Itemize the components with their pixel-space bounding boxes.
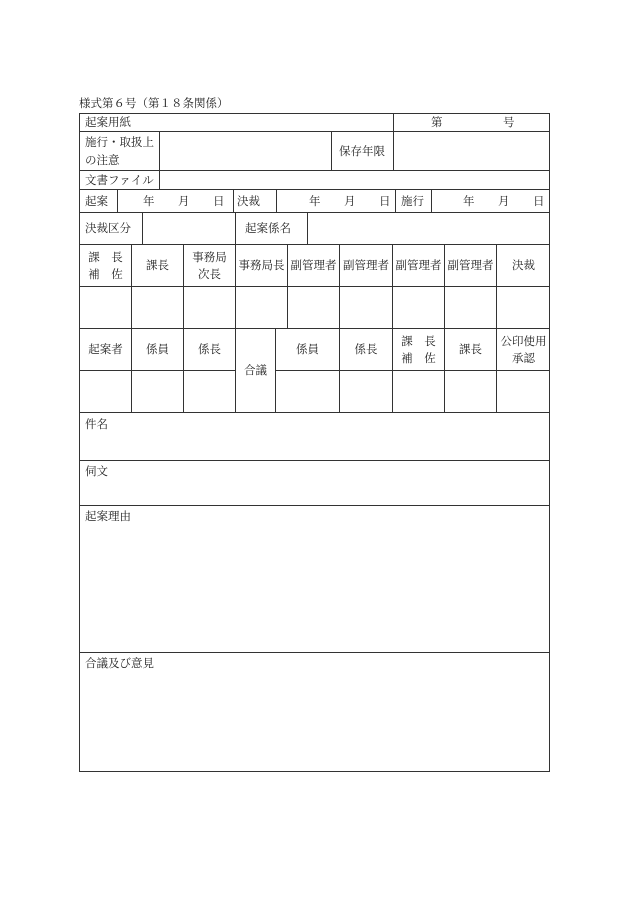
drafter-kakari-in: 係員 xyxy=(146,342,169,356)
gougi-kakari-cho: 係長 xyxy=(354,342,378,356)
drafter-kianja: 起案者 xyxy=(88,342,123,356)
section-ukagaibun: 伺文 xyxy=(85,464,108,478)
form-title: 様式第６号（第１８条関係） xyxy=(79,96,229,110)
draft-month: 月 xyxy=(178,194,190,208)
gougi-kacho-hosa: 課 長 補 佐 xyxy=(401,333,436,365)
category-label: 決裁区分 xyxy=(85,221,131,235)
approval-year: 年 xyxy=(309,194,321,208)
approver-kessai: 決裁 xyxy=(512,258,535,272)
draft-year: 年 xyxy=(143,194,155,208)
approval-day: 日 xyxy=(379,194,391,208)
section-kenmei: 件名 xyxy=(85,417,108,431)
approval-month: 月 xyxy=(344,194,356,208)
notes-label-line2: の注意 xyxy=(85,153,120,167)
gougi-kacho: 課長 xyxy=(459,342,482,356)
gougi-label: 合議 xyxy=(244,363,267,377)
section-gougi-iken: 合議及び意見 xyxy=(85,656,154,670)
approval-label: 決裁 xyxy=(237,194,260,208)
retention-label: 保存年限 xyxy=(339,144,385,158)
enforce-year: 年 xyxy=(463,194,475,208)
koin-approval: 公印使用 承認 xyxy=(500,333,547,365)
drafter-kakari-cho: 係長 xyxy=(198,342,221,356)
draft-label: 起案 xyxy=(85,194,108,208)
number-go: 号 xyxy=(503,115,515,129)
section-riyu: 起案理由 xyxy=(85,509,131,523)
approver-fuku-kanrisha-1: 副管理者 xyxy=(290,258,337,272)
section-label: 起案係名 xyxy=(245,221,291,235)
approver-fuku-kanrisha-2: 副管理者 xyxy=(343,258,389,272)
approver-jimukyoku-jicho: 事務局 次長 xyxy=(192,249,227,281)
number-dai: 第 xyxy=(431,115,443,129)
approver-fuku-kanrisha-4: 副管理者 xyxy=(447,258,494,272)
approver-fuku-kanrisha-3: 副管理者 xyxy=(395,258,442,272)
approver-kacho-hosa: 課 長 補 佐 xyxy=(88,249,123,281)
draft-day: 日 xyxy=(213,194,225,208)
notes-label-line1: 施行・取扱上 xyxy=(85,135,154,149)
enforce-label: 施行 xyxy=(401,194,424,208)
paper-label: 起案用紙 xyxy=(85,115,131,129)
enforce-day: 日 xyxy=(533,194,545,208)
approver-kacho: 課長 xyxy=(146,258,169,272)
file-label: 文書ファイル xyxy=(85,173,154,187)
gougi-kakari-in: 係員 xyxy=(296,342,319,356)
approver-jimukyokucho: 事務局長 xyxy=(238,258,285,272)
enforce-month: 月 xyxy=(498,194,510,208)
